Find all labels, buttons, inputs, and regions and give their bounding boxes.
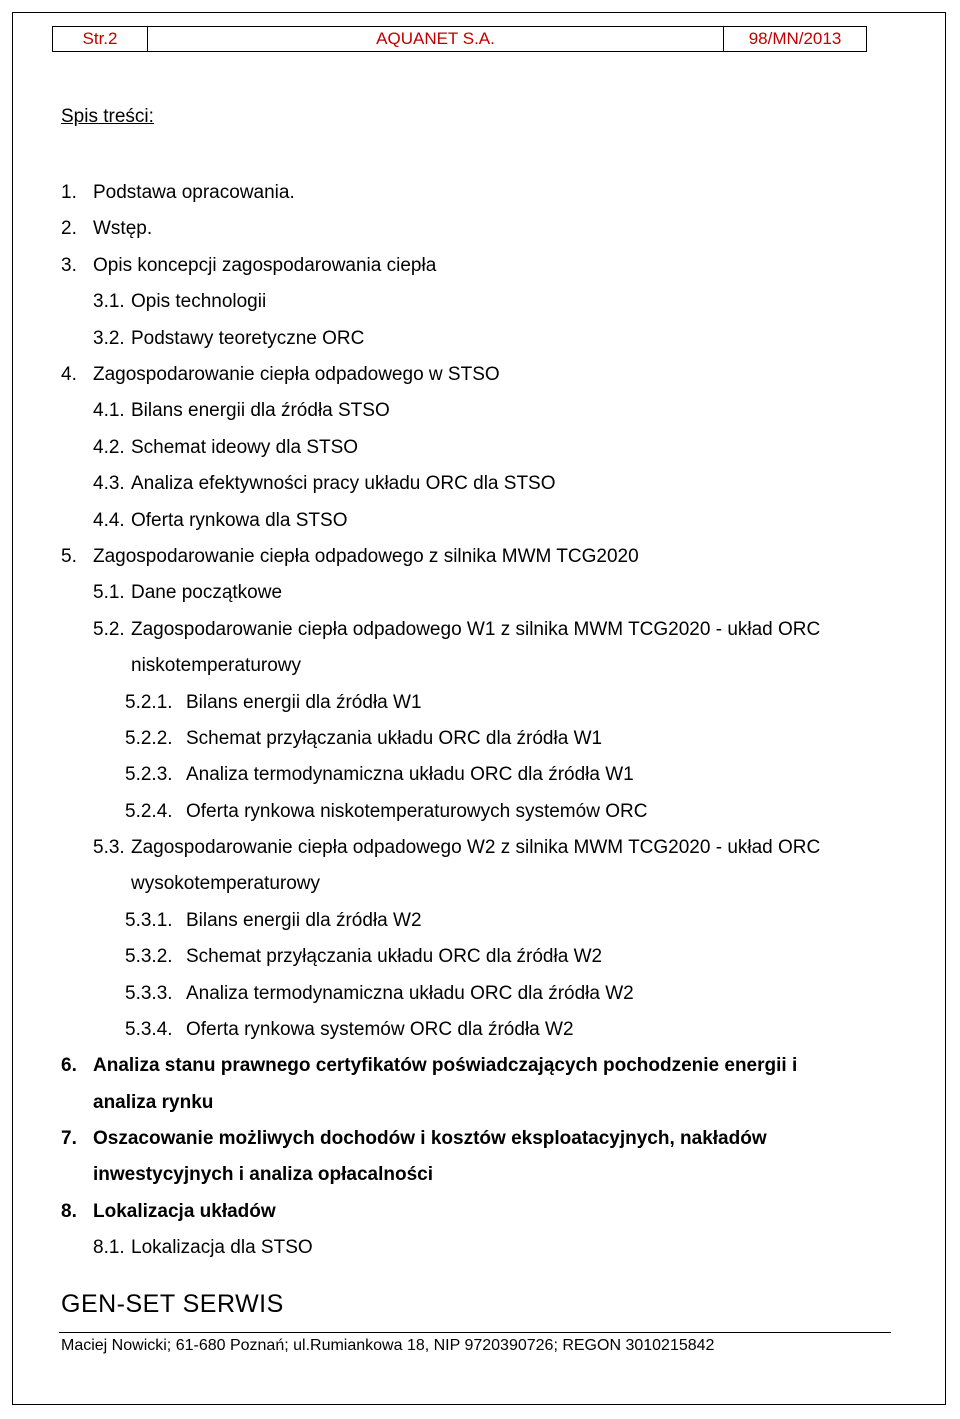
toc-entry-text: Oferta rynkowa systemów ORC dla źródła W2 [186, 1019, 574, 1040]
toc-entry-text: Zagospodarowanie ciepła odpadowego z silnika MWM TCG2020 [93, 546, 639, 567]
toc-entry-text: Schemat ideowy dla STSO [131, 437, 359, 458]
toc-entry-text: Opis koncepcji zagospodarowania ciepła [93, 255, 437, 276]
toc-entry-number: 4. [61, 364, 77, 385]
toc-entry-text: Lokalizacja dla STSO [131, 1237, 313, 1258]
header-company: AQUANET S.A. [148, 27, 724, 52]
toc-entry-text: Bilans energii dla źródła W1 [186, 692, 422, 713]
toc-entry-number: 1. [61, 182, 77, 203]
toc-entry-text: Zagospodarowanie ciepła odpadowego W1 z silnika MWM TCG2020 - układ ORC [131, 619, 821, 640]
toc-entry-number: 5.3.1. [125, 910, 173, 931]
toc-entry-number: 4.1. [93, 400, 125, 421]
toc-entry-text: Opis technologii [131, 291, 267, 312]
toc-entry-number: 5.3.3. [125, 983, 173, 1004]
toc-entry-number: 4.2. [93, 437, 125, 458]
footer-divider [59, 1332, 891, 1333]
toc-entry-text: Schemat przyłączania układu ORC dla źródła W1 [186, 728, 603, 749]
toc-entry-number: 3. [61, 255, 77, 276]
toc-entry-text: Analiza termodynamiczna układu ORC dla źródła W2 [186, 983, 634, 1004]
page-number: Str.2 [53, 27, 148, 52]
toc-entry-text: Lokalizacja układów [93, 1201, 276, 1222]
toc-entry-number: 8.1. [93, 1237, 125, 1258]
toc-entry-number: 7. [61, 1128, 77, 1149]
toc-entry-text: Podstawa opracowania. [93, 182, 295, 203]
toc-entry-text: Podstawy teoretyczne ORC [131, 328, 365, 349]
toc-entry-number: 5.2.3. [125, 764, 173, 785]
toc-entry-number: 4.4. [93, 510, 125, 531]
toc-entry-number: 8. [61, 1201, 77, 1222]
toc-entry-text: Oferta rynkowa niskotemperaturowych systemów ORC [186, 801, 648, 822]
toc-entry-text-continued: wysokotemperaturowy [131, 873, 321, 894]
toc-entry-text: Bilans energii dla źródła STSO [131, 400, 390, 421]
toc-entry-number: 5.3. [93, 837, 125, 858]
toc-entry-text-continued: niskotemperaturowy [131, 655, 302, 676]
toc-entry-number: 5.2. [93, 619, 125, 640]
toc-entry-text: Analiza termodynamiczna układu ORC dla źródła W1 [186, 764, 634, 785]
toc-entry-number: 5.1. [93, 582, 125, 603]
toc-title: Spis treści: [61, 106, 154, 127]
toc-entry-number: 4.3. [93, 473, 125, 494]
toc-entry-number: 2. [61, 218, 77, 239]
toc-entry-number: 3.2. [93, 328, 125, 349]
toc-entry-text-continued: analiza rynku [93, 1092, 214, 1113]
toc-entry-number: 5.2.4. [125, 801, 173, 822]
toc-entry-number: 6. [61, 1055, 77, 1076]
document-number: 98/MN/2013 [724, 27, 867, 52]
toc-entry-text: Dane początkowe [131, 582, 283, 603]
footer-address: Maciej Nowicki; 61-680 Poznań; ul.Rumiankowa 18, NIP 9720390726; REGON 3010215842 [61, 1337, 715, 1354]
toc-entry-text: Bilans energii dla źródła W2 [186, 910, 422, 931]
toc-entry-text: Analiza stanu prawnego certyfikatów poświadczających pochodzenie energii i [93, 1055, 798, 1076]
toc-entry-text: Oferta rynkowa dla STSO [131, 510, 348, 531]
toc-entry-number: 5. [61, 546, 77, 567]
toc-entry-text: Analiza efektywności pracy układu ORC dla STSO [131, 473, 556, 494]
toc-entry-number: 5.3.2. [125, 946, 173, 967]
page-header [52, 26, 867, 52]
toc-entry-text-continued: inwestycyjnych i analiza opłacalności [93, 1164, 434, 1185]
toc-entry-number: 3.1. [93, 291, 125, 312]
toc-entry-text: Zagospodarowanie ciepła odpadowego w STSO [93, 364, 500, 385]
toc-entry-text: Zagospodarowanie ciepła odpadowego W2 z silnika MWM TCG2020 - układ ORC [131, 837, 821, 858]
footer-company-name: GEN-SET SERWIS [61, 1290, 284, 1318]
toc-entry-text: Oszacowanie możliwych dochodów i kosztów eksploatacyjnych, nakładów [93, 1128, 767, 1149]
toc-entry-text: Wstęp. [93, 218, 153, 239]
toc-entry-number: 5.2.2. [125, 728, 173, 749]
toc-entry-number: 5.3.4. [125, 1019, 173, 1040]
toc-entry-number: 5.2.1. [125, 692, 173, 713]
toc-entry-text: Schemat przyłączania układu ORC dla źródła W2 [186, 946, 603, 967]
